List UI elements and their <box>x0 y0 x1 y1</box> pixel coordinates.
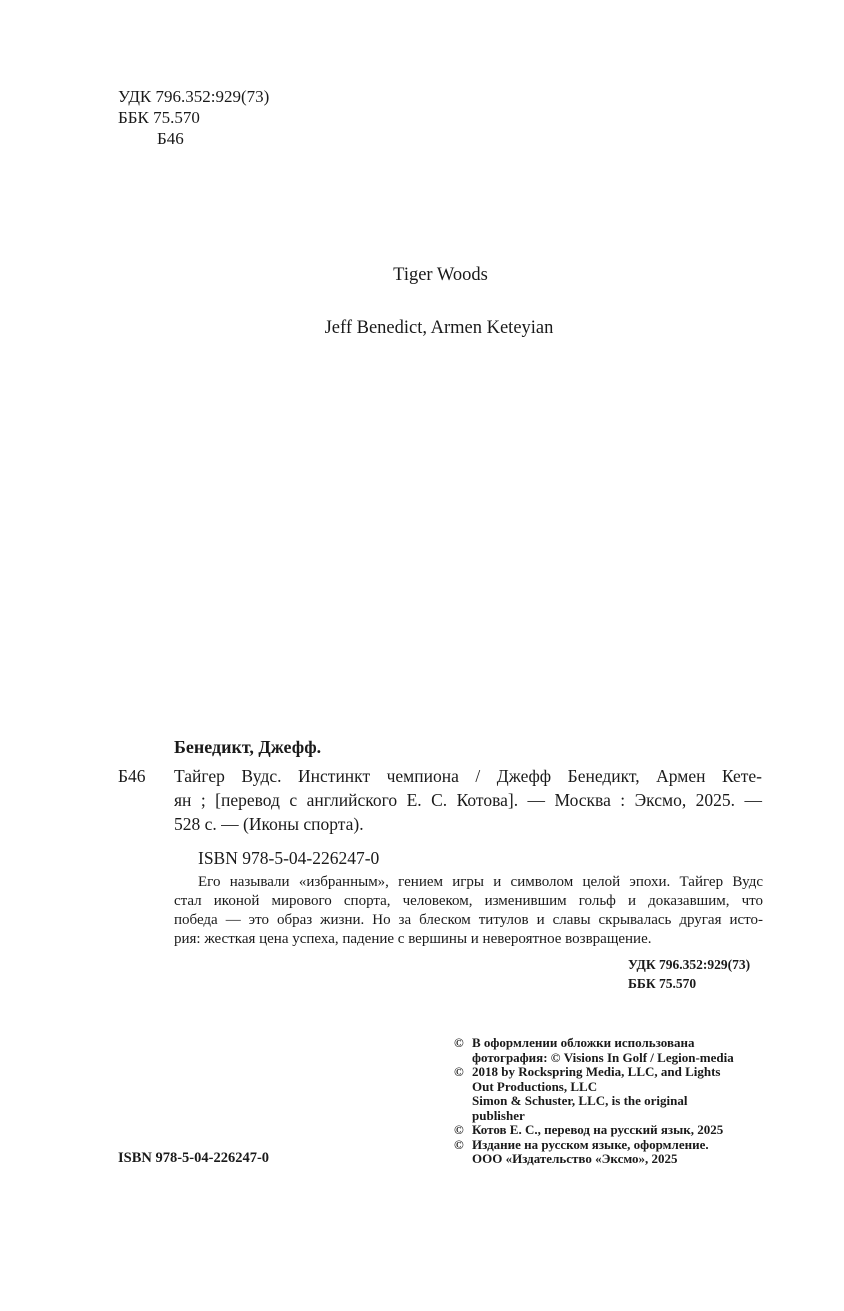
annotation-line: стал иконой мирового спорта, человеком, изменившим гольф и доказавшим, что <box>174 893 763 909</box>
copyright-line: фотография: © Visions In Golf / Legion-media <box>472 1050 734 1065</box>
bbk-code: ББК 75.570 <box>118 108 200 127</box>
copyright-line: ООО «Издательство «Эксмо», 2025 <box>472 1151 678 1166</box>
annotation-line: рия: жесткая цена успеха, падение с вершины и невероятное возвращение. <box>174 931 652 947</box>
copyright-line: Издание на русском языке, оформление. <box>472 1137 709 1152</box>
copyright-symbol: © <box>454 1122 464 1137</box>
footer-isbn: ISBN 978-5-04-226247-0 <box>118 1150 270 1166</box>
catalog-author-mark: Б46 <box>118 766 146 786</box>
copyright-symbol: © <box>454 1035 464 1050</box>
author-mark: Б46 <box>157 129 184 148</box>
catalog-bbk: ББК 75.570 <box>628 976 697 991</box>
catalog-description-line: ян ; [перевод с английского Е. С. Котова]. — Москва : Эксмо, 2025. — <box>174 790 762 810</box>
copyright-symbol: © <box>454 1137 464 1152</box>
catalog-udk: УДК 796.352:929(73) <box>628 957 751 972</box>
catalog-isbn: ISBN 978-5-04-226247-0 <box>198 848 380 868</box>
copyright-line: Out Productions, LLC <box>472 1079 598 1094</box>
catalog-description-line: 528 с. — (Иконы спорта). <box>174 814 364 834</box>
copyright-symbol: © <box>454 1064 464 1079</box>
copyright-line: 2018 by Rockspring Media, LLC, and Lights <box>472 1064 721 1079</box>
annotation-line: победа — это образ жизни. Но за блеском титулов и славы скрывалась другая исто- <box>174 912 763 928</box>
copyright-line: Simon & Schuster, LLC, is the original <box>472 1093 688 1108</box>
original-title: Tiger Woods <box>393 265 488 285</box>
copyright-line: publisher <box>472 1108 525 1123</box>
annotation-line: Его называли «избранным», гением игры и символом целой эпохи. Тайгер Вудс <box>198 874 763 890</box>
catalog-description-line: Тайгер Вудс. Инстинкт чемпиона / Джефф Бенедикт, Армен Кете- <box>174 766 762 786</box>
udk-code: УДК 796.352:929(73) <box>118 87 270 106</box>
catalog-author-heading: Бенедикт, Джефф. <box>174 737 322 757</box>
copyright-line: В оформлении обложки использована <box>472 1035 695 1050</box>
original-authors: Jeff Benedict, Armen Keteyian <box>324 318 554 338</box>
copyright-line: Котов Е. С., перевод на русский язык, 2025 <box>472 1122 724 1137</box>
